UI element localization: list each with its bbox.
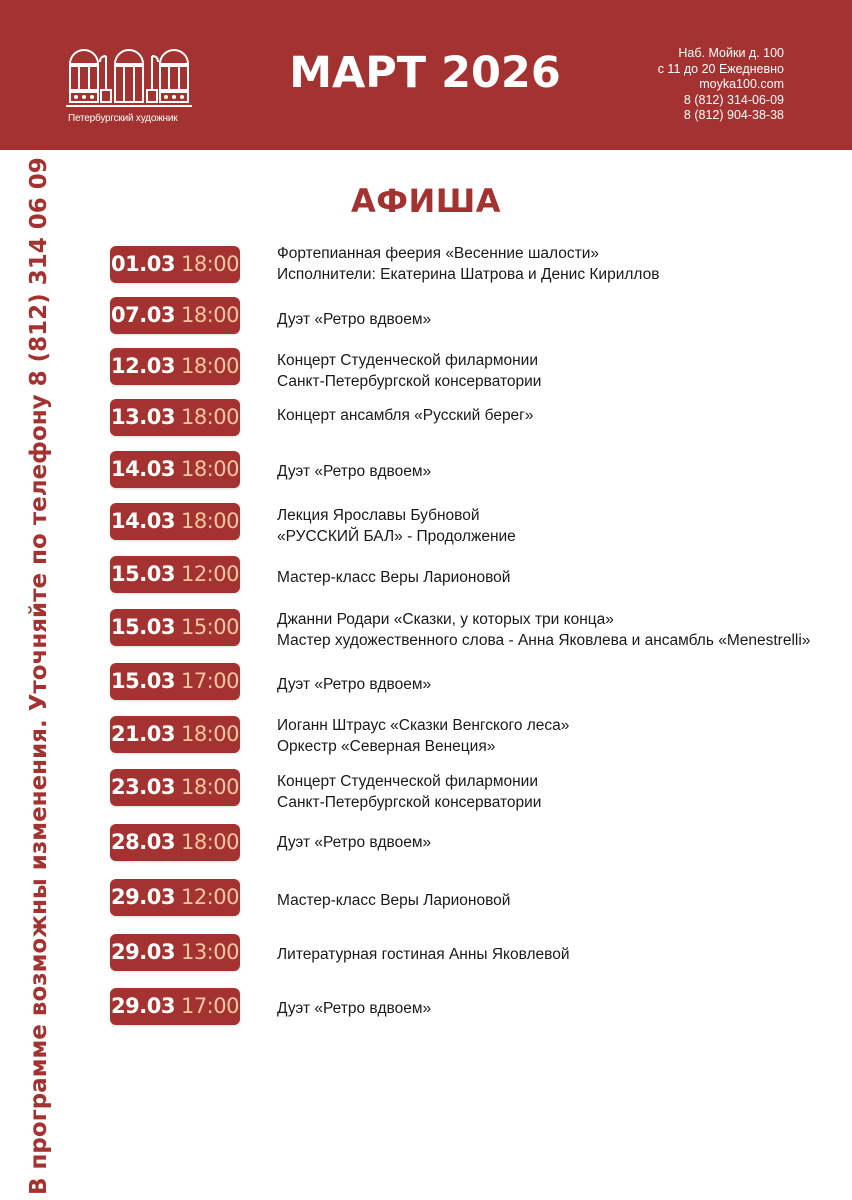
event-date: 21.03 bbox=[111, 722, 175, 746]
event-date: 13.03 bbox=[111, 405, 175, 429]
date-badge bbox=[110, 824, 240, 861]
event-date: 28.03 bbox=[111, 830, 175, 854]
logo-caption: Петербургский художник bbox=[68, 113, 178, 124]
vertical-side-note: В программе возможны изменения. Уточняйте по телефону 8 (812) 314 06 09 bbox=[26, 157, 52, 1195]
event-title: Лекция Ярославы Бубновой bbox=[277, 507, 480, 524]
date-badge bbox=[110, 246, 240, 283]
date-badge bbox=[110, 988, 240, 1025]
event-title: Дуэт «Ретро вдвоем» bbox=[277, 1000, 432, 1017]
section-heading: АФИША bbox=[350, 182, 502, 220]
event-title: Дуэт «Ретро вдвоем» bbox=[277, 834, 432, 851]
event-time: 18:00 bbox=[180, 405, 239, 429]
page-title: МАРТ 2026 bbox=[289, 48, 561, 98]
event-title: Мастер-класс Веры Ларионовой bbox=[277, 569, 511, 586]
event-date: 15.03 bbox=[111, 615, 175, 639]
event-description bbox=[277, 609, 842, 651]
date-badge bbox=[110, 879, 240, 916]
event-description bbox=[277, 998, 842, 1019]
event-time: 18:00 bbox=[180, 457, 239, 481]
event-date: 15.03 bbox=[111, 669, 175, 693]
event-date: 12.03 bbox=[111, 354, 175, 378]
event-description bbox=[277, 505, 842, 547]
date-badge bbox=[110, 663, 240, 700]
event-time: 12:00 bbox=[180, 885, 239, 909]
event-time: 18:00 bbox=[180, 775, 239, 799]
event-time: 15:00 bbox=[180, 615, 239, 639]
date-badge bbox=[110, 609, 240, 646]
event-subtitle: Оркестр «Северная Венеция» bbox=[277, 738, 496, 755]
event-description bbox=[277, 405, 842, 426]
date-badge bbox=[110, 934, 240, 971]
event-description bbox=[277, 832, 842, 853]
contact-info bbox=[658, 46, 784, 124]
event-subtitle: Санкт-Петербургской консерватории bbox=[277, 794, 542, 811]
event-title: Концерт Студенческой филармонии bbox=[277, 352, 538, 369]
event-description bbox=[277, 309, 842, 330]
event-time: 18:00 bbox=[180, 830, 239, 854]
date-badge bbox=[110, 348, 240, 385]
phone-2[interactable]: 8 (812) 904-38-38 bbox=[683, 108, 784, 122]
event-date: 14.03 bbox=[111, 457, 175, 481]
event-title: Джанни Родари «Сказки, у которых три конца» bbox=[277, 611, 614, 628]
event-description bbox=[277, 890, 842, 911]
event-description bbox=[277, 715, 842, 757]
event-date: 01.03 bbox=[111, 252, 175, 276]
event-time: 18:00 bbox=[180, 509, 239, 533]
event-title: Иоганн Штраус «Сказки Венгского леса» bbox=[277, 717, 570, 734]
event-title: Дуэт «Ретро вдвоем» bbox=[277, 676, 432, 693]
opening-hours: с 11 до 20 Ежедневно bbox=[657, 61, 784, 76]
date-badge bbox=[110, 716, 240, 753]
event-date: 29.03 bbox=[111, 940, 175, 964]
event-description bbox=[277, 350, 842, 392]
event-title: Мастер-класс Веры Ларионовой bbox=[277, 892, 511, 909]
date-badge bbox=[110, 451, 240, 488]
event-subtitle: Санкт-Петербургской консерватории bbox=[277, 373, 542, 390]
event-date: 23.03 bbox=[111, 775, 175, 799]
event-date: 29.03 bbox=[111, 885, 175, 909]
event-title: Концерт ансамбля «Русский берег» bbox=[277, 407, 534, 424]
event-description bbox=[277, 243, 842, 285]
website-link[interactable]: moyka100.com bbox=[699, 77, 784, 91]
event-title: Фортепианная феерия «Весенние шалости» bbox=[277, 245, 599, 262]
address: Наб. Мойки д. 100 bbox=[678, 46, 784, 60]
date-badge bbox=[110, 399, 240, 436]
event-description bbox=[277, 674, 842, 695]
event-description bbox=[277, 567, 842, 588]
event-time: 12:00 bbox=[180, 562, 239, 586]
event-time: 18:00 bbox=[180, 252, 239, 276]
event-subtitle: Исполнители: Екатерина Шатрова и Денис Кириллов bbox=[277, 266, 660, 283]
event-description bbox=[277, 461, 842, 482]
event-date: 07.03 bbox=[111, 303, 175, 327]
event-title: Дуэт «Ретро вдвоем» bbox=[277, 311, 432, 328]
event-description bbox=[277, 944, 842, 965]
event-date: 14.03 bbox=[111, 509, 175, 533]
event-time: 18:00 bbox=[180, 354, 239, 378]
event-time: 17:00 bbox=[180, 669, 239, 693]
header-banner bbox=[0, 0, 852, 150]
event-time: 18:00 bbox=[180, 722, 239, 746]
event-time: 13:00 bbox=[180, 940, 239, 964]
event-title: Литературная гостиная Анны Яковлевой bbox=[277, 946, 570, 963]
event-description bbox=[277, 771, 842, 813]
event-subtitle: Мастер художественного слова - Анна Яковлева и ансамбль «Menestrelli» bbox=[277, 632, 811, 649]
date-badge bbox=[110, 503, 240, 540]
event-date: 29.03 bbox=[111, 994, 175, 1018]
phone-1[interactable]: 8 (812) 314-06-09 bbox=[683, 92, 784, 107]
date-badge bbox=[110, 769, 240, 806]
event-subtitle: «РУССКИЙ БАЛ» - Продолжение bbox=[277, 528, 516, 545]
event-title: Концерт Студенческой филармонии bbox=[277, 773, 538, 790]
event-title: Дуэт «Ретро вдвоем» bbox=[277, 463, 432, 480]
date-badge bbox=[110, 297, 240, 334]
event-date: 15.03 bbox=[111, 562, 175, 586]
date-badge bbox=[110, 556, 240, 593]
event-time: 17:00 bbox=[180, 994, 239, 1018]
event-time: 18:00 bbox=[180, 303, 239, 327]
